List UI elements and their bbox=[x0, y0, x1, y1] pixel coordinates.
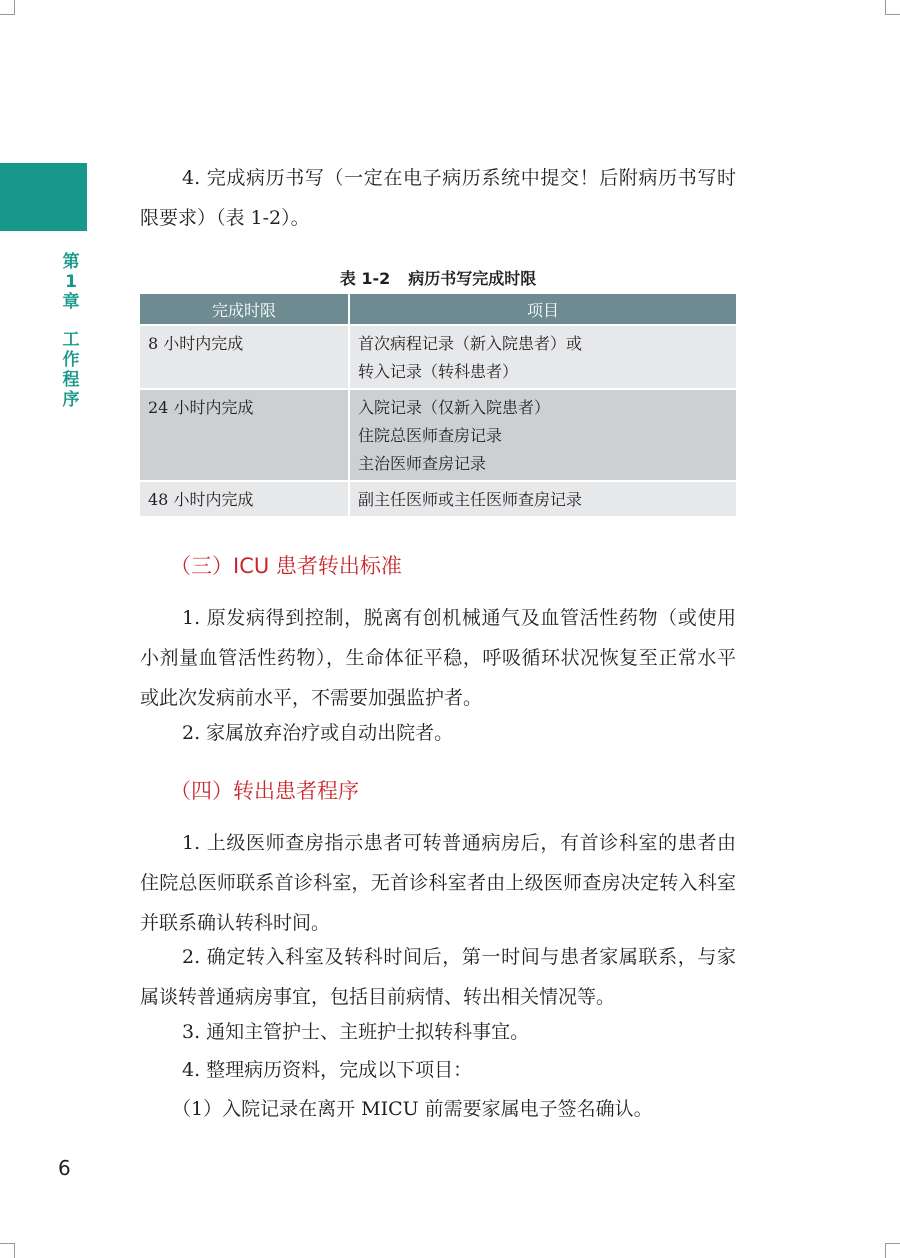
chapter-title-char: 序 bbox=[62, 390, 80, 410]
table-item: 入院记录（仅新入院患者） bbox=[358, 398, 551, 417]
table-cell-time: 48 小时内完成 bbox=[140, 480, 348, 516]
table-header-cell: 完成时限 bbox=[140, 294, 348, 324]
body-paragraph: 1. 原发病得到控制，脱离有创机械通气及血管活性药物（或使用小剂量血管活性药物），生命体征平稳，呼吸循环状况恢复至正常水平或此次发病前水平，不需要加强监护者。 bbox=[140, 607, 736, 709]
chapter-title-char: 工 bbox=[62, 330, 80, 350]
crop-mark bbox=[0, 0, 15, 15]
table-item: 住院总医师查房记录 bbox=[358, 426, 503, 445]
chapter-side-tab bbox=[58, 252, 84, 410]
body-paragraph: 2. 家属放弃治疗或自动出院者。 bbox=[182, 722, 454, 744]
table-row bbox=[140, 388, 736, 480]
crop-mark bbox=[0, 1243, 15, 1258]
table-item: 首次病程记录（新入院患者）或 bbox=[358, 334, 583, 353]
crop-mark bbox=[885, 0, 900, 15]
time-limit-table bbox=[140, 294, 736, 516]
page-number: 6 bbox=[58, 1156, 71, 1180]
table-header-cell: 项目 bbox=[348, 294, 736, 324]
body-paragraph: （1）入院记录在离开 MICU 前需要家属电子签名确认。 bbox=[172, 1098, 653, 1120]
body-paragraph: 4. 整理病历资料，完成以下项目： bbox=[182, 1059, 473, 1081]
table-caption-title: 病历书写完成时限 bbox=[408, 269, 537, 288]
table-cell-items bbox=[348, 480, 736, 516]
body-paragraph: 1. 上级医师查房指示患者可转普通病房后，有首诊科室的患者由住院总医师联系首诊科室，无首诊科室者由上级医师查房决定转入科室并联系确认转科时间。 bbox=[140, 832, 736, 934]
chapter-title-char: 程 bbox=[62, 370, 80, 390]
chapter-title-char: 作 bbox=[62, 350, 80, 370]
chapter-color-block bbox=[0, 163, 87, 231]
chapter-suffix: 章 bbox=[62, 292, 80, 312]
section-heading: （四）转出患者程序 bbox=[170, 779, 359, 803]
table-cell-items bbox=[348, 388, 736, 480]
table-cell-time: 8 小时内完成 bbox=[140, 324, 348, 388]
chapter-prefix: 第 bbox=[62, 252, 80, 272]
intro-paragraph: 4. 完成病历书写（一定在电子病历系统中提交！后附病历书写时限要求）（表 1-2）。 bbox=[140, 167, 736, 229]
table-cell-items bbox=[348, 324, 736, 388]
body-paragraph: 2. 确定转入科室及转科时间后，第一时间与患者家属联系，与家属谈转普通病房事宜，包括目前病情、转出相关情况等。 bbox=[140, 946, 736, 1008]
table-item: 主治医师查房记录 bbox=[358, 454, 487, 473]
table-item: 转入记录（转科患者） bbox=[358, 362, 519, 381]
table-item: 副主任医师或主任医师查房记录 bbox=[358, 490, 583, 509]
section-heading: （三）ICU 患者转出标准 bbox=[170, 554, 402, 578]
table-caption-number: 表 1-2 bbox=[339, 269, 391, 288]
table-row bbox=[140, 480, 736, 516]
table-cell-time: 24 小时内完成 bbox=[140, 388, 348, 480]
table-caption bbox=[140, 266, 736, 289]
crop-mark bbox=[885, 1243, 900, 1258]
table-header-row bbox=[140, 294, 736, 324]
chapter-number: 1 bbox=[65, 272, 77, 292]
body-paragraph: 3. 通知主管护士、主班护士拟转科事宜。 bbox=[182, 1021, 530, 1043]
table-row bbox=[140, 324, 736, 388]
